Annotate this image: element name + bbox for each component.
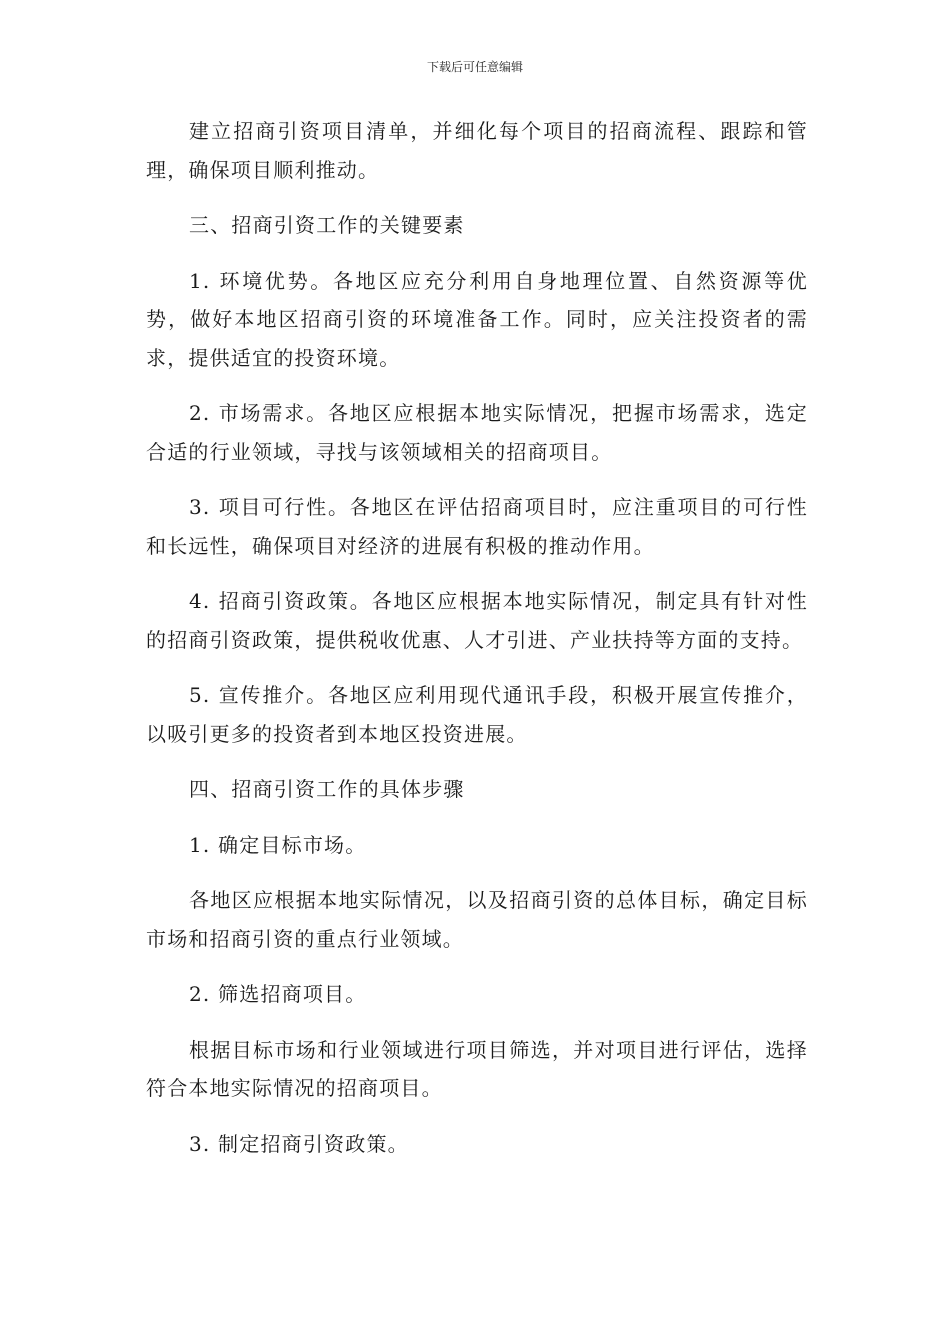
paragraph-investment-policy: 4. 招商引资政策。各地区应根据本地实际情况，制定具有针对性的招商引资政策，提供税收优惠、人才引进、产业扶持等方面的支持。: [146, 589, 808, 652]
paragraph-market-demand: 2. 市场需求。各地区应根据本地实际情况，把握市场需求，选定合适的行业领域，寻找与该领域相关的招商项目。: [146, 401, 808, 464]
download-edit-note: 下载后可任意编辑: [426, 60, 523, 74]
section-heading-key-elements: 三、招商引资工作的关键要素: [189, 213, 465, 237]
step-heading-target-market: 1. 确定目标市场。: [189, 832, 367, 857]
paragraph-promotion: 5. 宣传推介。各地区应利用现代通讯手段，积极开展宣传推介，以吸引更多的投资者到本地区投资进展。: [146, 683, 808, 746]
step-heading-policy: 3. 制定招商引资政策。: [189, 1131, 409, 1156]
section-heading-specific-steps: 四、招商引资工作的具体步骤: [189, 777, 465, 801]
paragraph-screen-projects: 根据目标市场和行业领域进行项目筛选，并对项目进行评估，选择符合本地实际情况的招商项目。: [146, 1037, 808, 1100]
paragraph-environment-advantage: 1. 环境优势。各地区应充分利用自身地理位置、自然资源等优势，做好本地区招商引资的环境准备工作。同时，应关注投资者的需求，提供适宜的投资环境。: [146, 268, 808, 370]
document-body: [146, 112, 808, 1180]
paragraph-project-list: 建立招商引资项目清单，并细化每个项目的招商流程、跟踪和管理，确保项目顺利推动。: [146, 119, 808, 182]
step-heading-screen-projects: 2. 筛选招商项目。: [189, 982, 367, 1006]
paragraph-project-feasibility: 3. 项目可行性。各地区在评估招商项目时，应注重项目的可行性和长远性，确保项目对经济的进展有积极的推动作用。: [146, 495, 808, 558]
paragraph-target-market: 各地区应根据本地实际情况，以及招商引资的总体目标，确定目标市场和招商引资的重点行业领域。: [146, 888, 808, 951]
